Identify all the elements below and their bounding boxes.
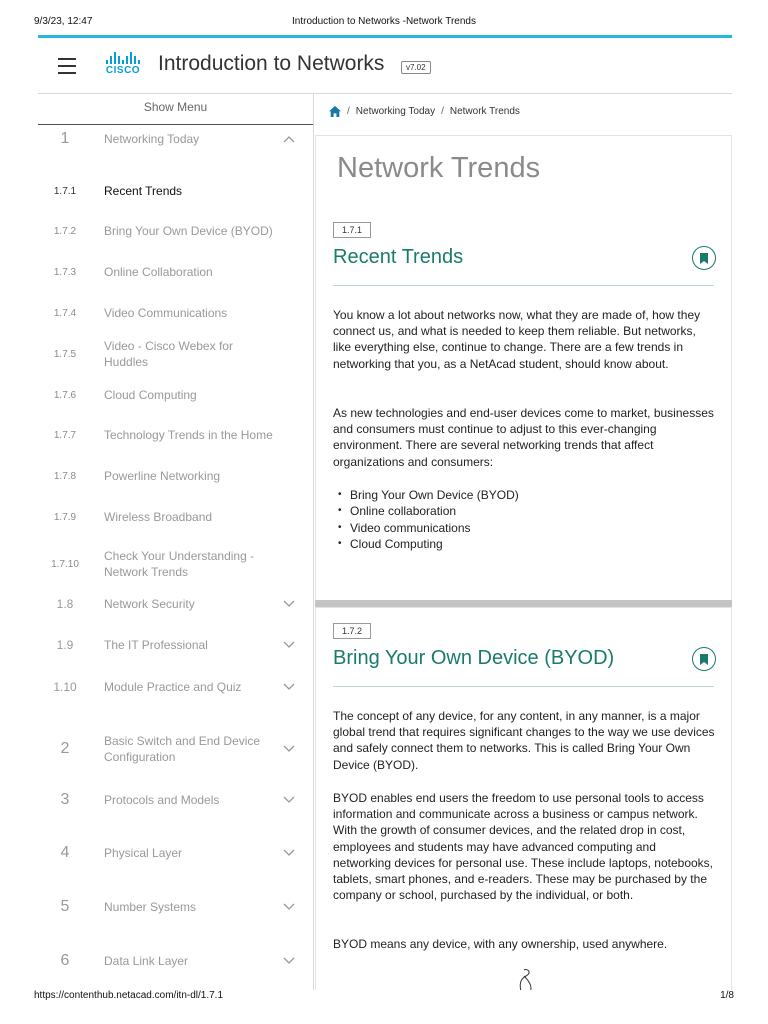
sidebar-item-label: Data Link Layer [104,954,189,968]
sidebar-item-6[interactable] [38,947,313,975]
sidebar-item-1-7-7[interactable] [38,421,313,449]
sidebar-item-1[interactable] [38,125,313,153]
sidebar-item-number: 1.7.4 [53,307,77,319]
sidebar-item-number: 1.10 [53,680,77,694]
print-doc-title: Introduction to Networks -Network Trends [292,16,476,27]
list-item: • Cloud Computing [350,536,519,552]
sidebar-item-number: 1.7.8 [53,470,77,482]
home-icon[interactable] [329,106,341,117]
page-title: Network Trends [337,152,541,184]
sidebar-item-label: Physical Layer [104,846,183,860]
sidebar-item-label: Bring Your Own Device (BYOD) [104,224,273,238]
breadcrumb-network-trends[interactable]: Network Trends [449,106,520,117]
sidebar-item-1-7-5[interactable] [38,340,313,368]
list-item: • Video communications [350,520,519,536]
sidebar-item-label: Check Your Understanding - Network Trends [104,549,255,579]
sidebar-item-2[interactable] [38,731,313,767]
section-separator [315,600,732,607]
sidebar-item-number: 1 [60,130,70,147]
sidebar-item-1-7-9[interactable] [38,503,313,531]
section-paragraph: You know a lot about networks now, what they are made of, how they connect us, and what is needed to keep them reliable. But networks, like everything else, continue to change. There are a few trends in networking that you, as a NetAcad student, should know about. [333,308,701,371]
sidebar-item-label: Technology Trends in the Home [104,428,273,442]
sidebar-item-1-7-10[interactable] [38,546,313,582]
sidebar-item-1-7-1[interactable] [38,177,313,205]
section-number-badge: 1.7.2 [333,623,371,639]
sidebar-item-number: 4 [60,844,70,861]
chevron-down-icon[interactable] [283,957,295,965]
sidebar-item-label: Basic Switch and End Device Configuration [104,734,261,764]
chevron-down-icon[interactable] [283,683,295,691]
sidebar-item-label: The IT Professional [104,638,208,652]
sidebar-item-1-7-6[interactable] [38,381,313,409]
sidebar-item-1-7-8[interactable] [38,462,313,490]
hamburger-menu-icon[interactable] [58,58,76,74]
section-card-1-7-2 [315,607,732,990]
section-title: Recent Trends [333,246,464,268]
sidebar-item-1-7-3[interactable] [38,258,313,286]
bookmark-icon[interactable] [692,647,716,671]
chevron-down-icon[interactable] [283,641,295,649]
sidebar-item-number: 1.7.10 [51,558,79,570]
sidebar-item-number: 1.8 [56,597,74,611]
sidebar-item-label: Recent Trends [104,184,183,198]
sidebar-item-number: 2 [60,740,70,757]
cisco-logo [100,52,146,80]
chevron-down-icon[interactable] [283,849,295,857]
breadcrumb [329,106,520,117]
chevron-down-icon[interactable] [283,600,295,608]
sidebar-item-label: Number Systems [104,900,197,914]
version-badge: v7.02 [401,61,431,74]
image-top-partial [504,966,544,990]
print-page-number: 1/8 [720,990,734,1001]
section-title: Bring Your Own Device (BYOD) [333,647,615,669]
sidebar-item-label: Video Communications [104,306,228,320]
section-paragraph: The concept of any device, for any content, in any manner, is a major global trend that requires significant changes to the way we use devices and safely connect them to networks. This is called Bring Your Own Device (BYOD). [333,709,715,772]
sidebar-item-label: Video - Cisco Webex for Huddles [104,339,233,369]
chevron-down-icon[interactable] [283,903,295,911]
sidebar-item-number: 1.7.3 [53,266,77,278]
chevron-up-icon[interactable] [283,135,295,143]
sidebar-item-1-7-4[interactable] [38,299,313,327]
cisco-logo-text: CISCO [105,65,141,76]
sidebar-item-4[interactable] [38,839,313,867]
sidebar-item-number: 1.7.2 [53,225,77,237]
sidebar-item-1-7-2[interactable] [38,217,313,245]
sidebar-nav [38,94,314,990]
sidebar-item-number: 5 [60,898,70,915]
sidebar-item-label: Cloud Computing [104,388,197,402]
section-number-badge: 1.7.1 [333,222,371,238]
trends-list [350,487,519,553]
sidebar-item-number: 1.7.1 [53,185,77,197]
sidebar-item-1-10[interactable] [38,673,313,701]
list-item: • Online collaboration [350,503,519,519]
sidebar-item-label: Wireless Broadband [104,510,213,524]
sidebar-item-label: Online Collaboration [104,265,213,279]
sidebar-item-number: 1.7.6 [53,389,77,401]
app-window [38,35,732,990]
sidebar-item-number: 1.7.9 [53,511,77,523]
section-paragraph: BYOD enables end users the freedom to use personal tools to access information and communicate across a business or campus network. With the growth of consumer devices, and the related drop in cost, employees and students may have advanced computing and networking devices for personal use. These include laptops, notebooks, tablets, smart phones, and e-readers. These may be purchased by the company or school, purchased by the individual, or both. [333,791,714,903]
section-paragraph: BYOD means any device, with any ownership, used anywhere. [333,937,668,951]
breadcrumb-separator: / [347,106,350,117]
print-footer [34,990,734,1004]
sidebar-item-label: Powerline Networking [104,469,221,483]
print-date: 9/3/23, 12:47 [34,16,93,27]
sidebar-item-label: Protocols and Models [104,793,220,807]
bookmark-icon[interactable] [692,246,716,270]
print-url: https://contenthub.netacad.com/itn-dl/1.7.1 [34,990,224,1001]
sidebar-item-1-9[interactable] [38,631,313,659]
sidebar-item-label: Networking Today [104,132,200,146]
sidebar-item-number: 1.9 [56,638,74,652]
list-item: • Bring Your Own Device (BYOD) [350,487,519,503]
sidebar-item-label: Network Security [104,597,195,611]
section-paragraph: As new technologies and end-user devices come to market, businesses and consumers must continue to adjust to this ever-changing environment. There are several networking trends that affect organizations and consumers: [333,406,714,469]
breadcrumb-networking-today[interactable]: Networking Today [355,106,436,117]
section-card-1-7-1 [315,135,732,600]
course-title: Introduction to Networks [158,52,385,75]
sidebar-item-label: Module Practice and Quiz [104,680,242,694]
sidebar-item-number: 3 [60,791,70,808]
section-divider [333,686,714,687]
sidebar-item-number: 6 [60,952,70,969]
chevron-down-icon[interactable] [283,796,295,804]
sidebar-item-number: 1.7.7 [53,429,77,441]
app-header [38,38,732,94]
print-header [34,16,734,32]
sidebar-item-1-8[interactable] [38,590,313,618]
sidebar-item-number: 1.7.5 [53,348,77,360]
sidebar-item-3[interactable] [38,786,313,814]
main-content [315,94,732,990]
breadcrumb-separator: / [441,106,444,117]
show-menu-button[interactable]: Show Menu [38,94,313,125]
chevron-down-icon[interactable] [283,745,295,753]
section-divider [333,285,714,286]
sidebar-item-5[interactable] [38,893,313,921]
